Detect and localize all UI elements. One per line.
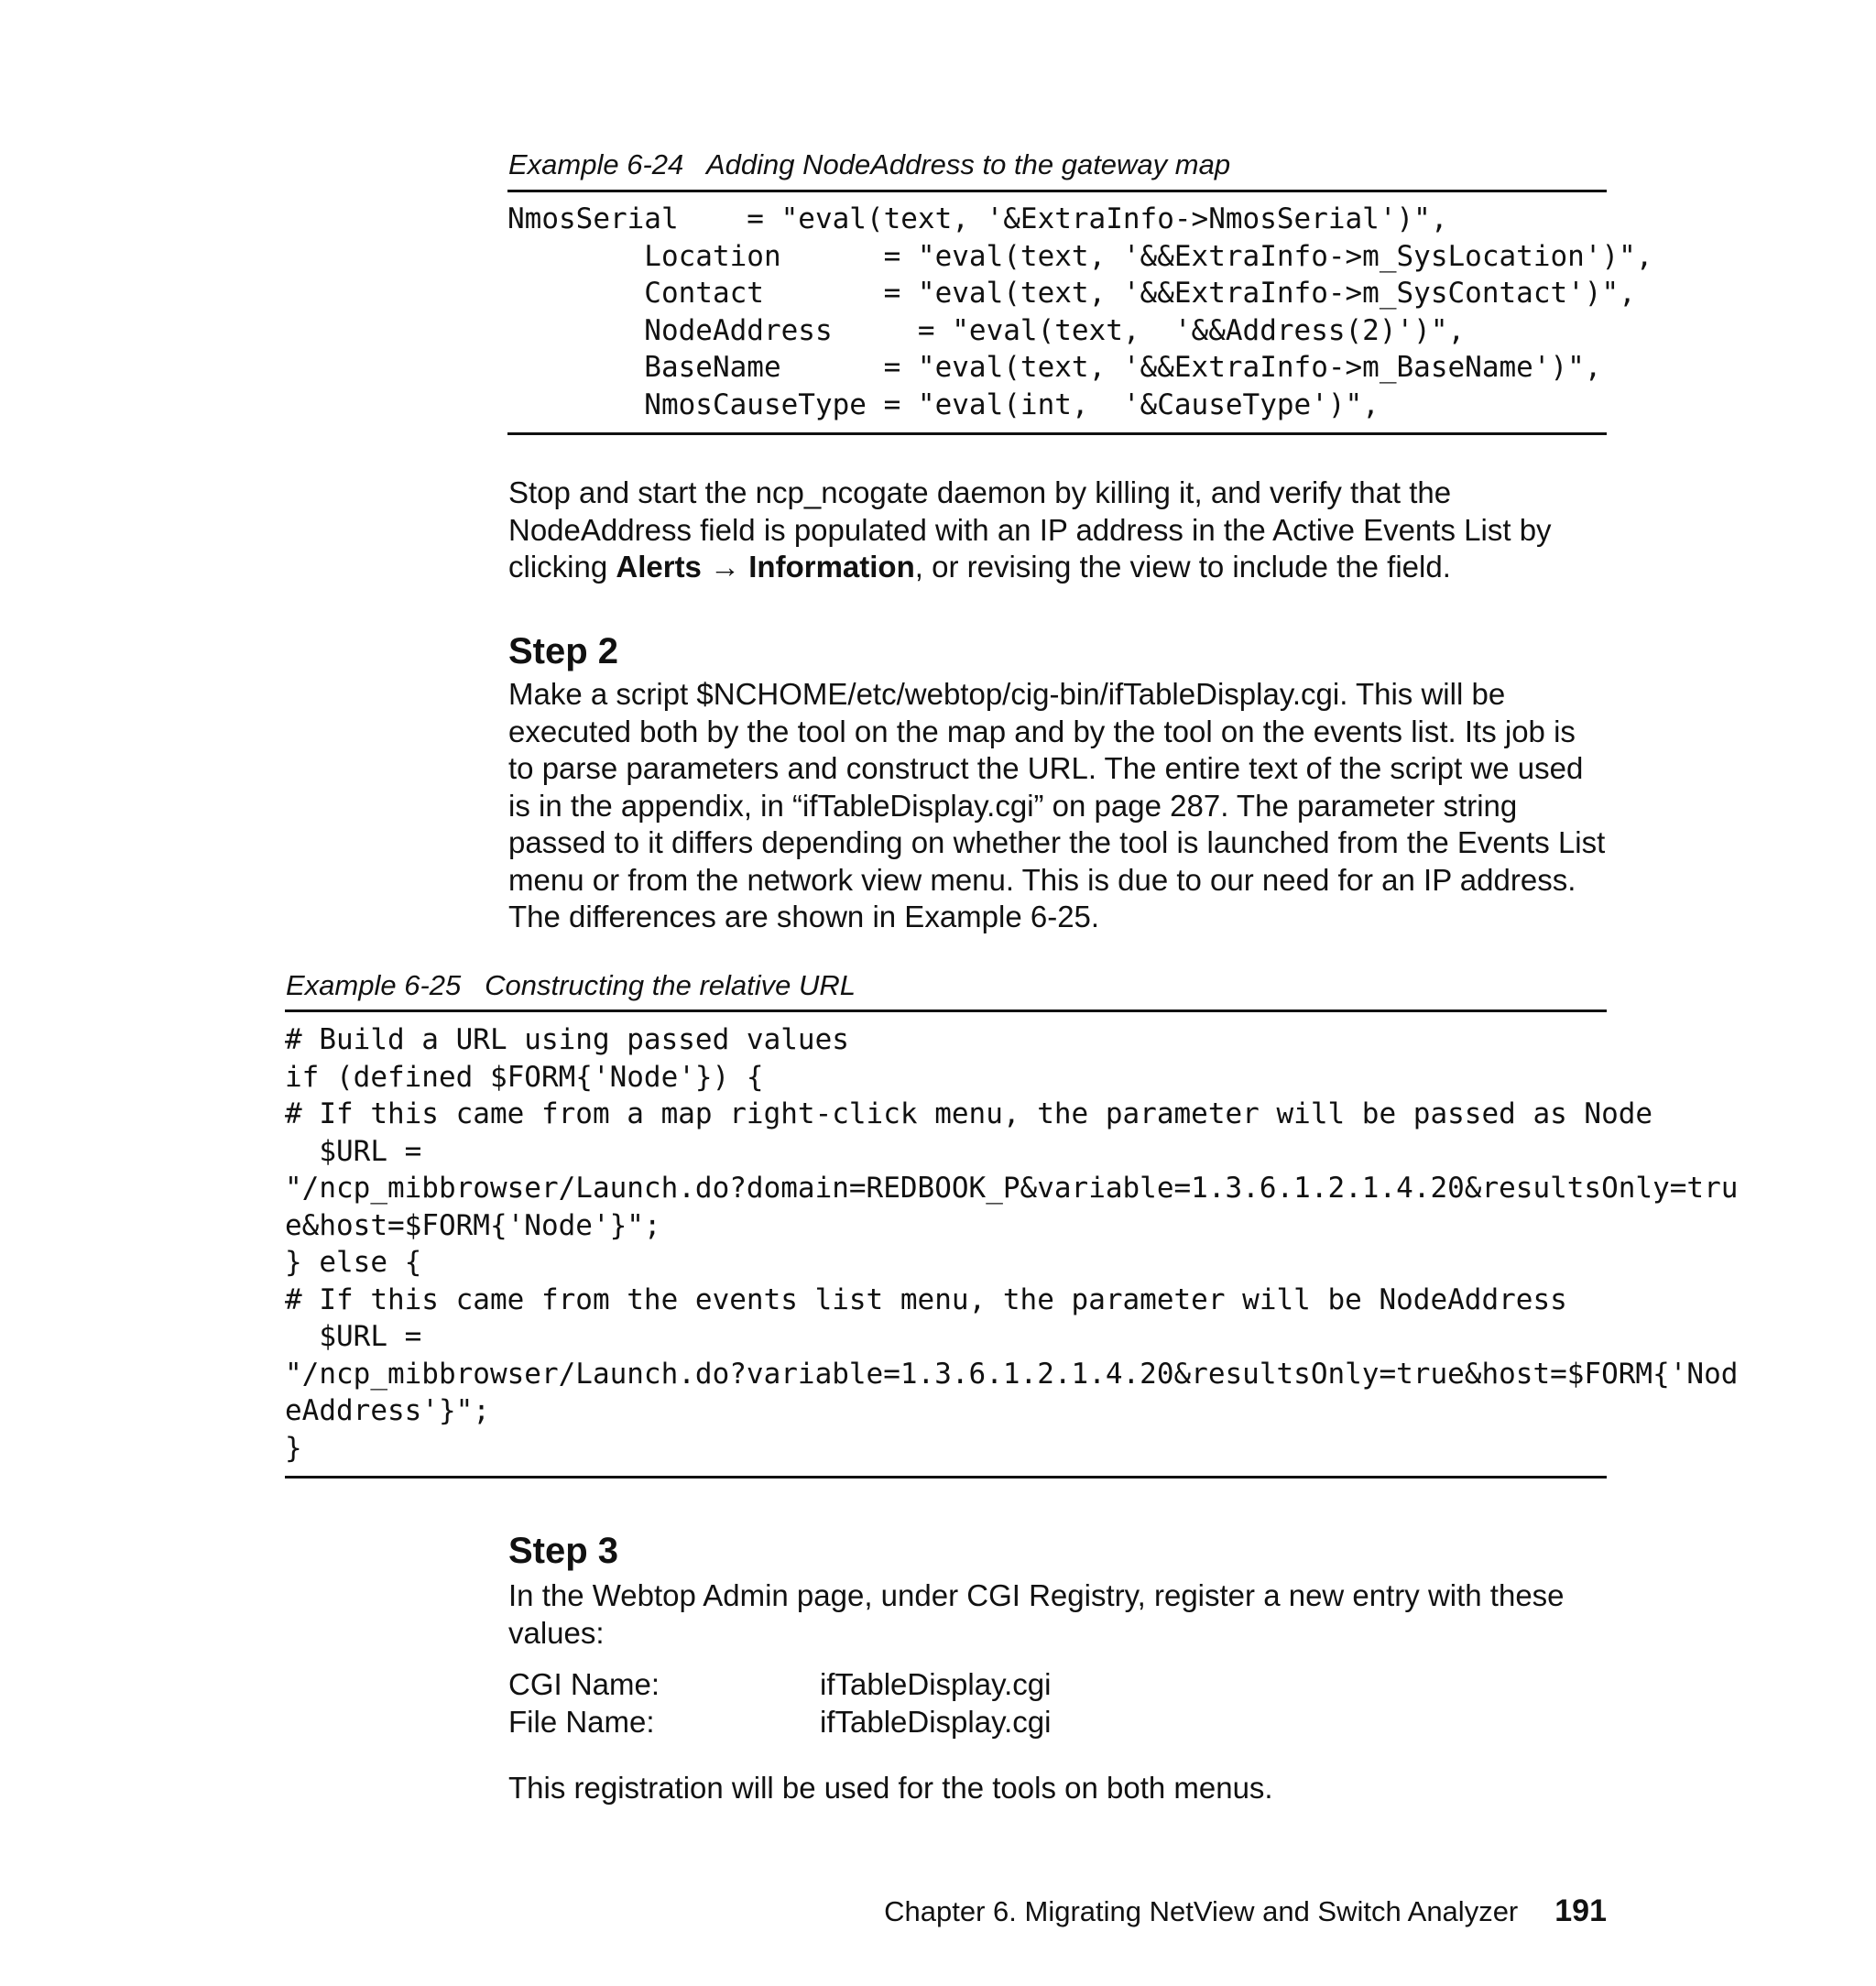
- cgi-name-value: ifTableDisplay.cgi: [820, 1667, 1052, 1701]
- example-6-25-code-block: [285, 1021, 1738, 1467]
- step-3-heading: Step 3: [508, 1531, 619, 1571]
- cgi-name-row: [508, 1666, 1052, 1704]
- code-line: NmosSerial = "eval(text, '&ExtraInfo->NmosSerial')",: [507, 202, 1448, 235]
- example-6-24-caption: Example 6-24 Adding NodeAddress to the gateway map: [508, 148, 1231, 180]
- step-3-text: In the Webtop Admin page, under CGI Registry, register a new entry with these values:: [508, 1578, 1565, 1650]
- example-6-24-top-rule: [507, 190, 1607, 192]
- paragraph-stop-start: [508, 475, 1608, 586]
- arrow-icon: →: [701, 550, 749, 584]
- code-line: }: [285, 1431, 302, 1465]
- example-6-24-code-block: [507, 201, 1652, 423]
- code-line: NodeAddress = "eval(text, '&&Address(2)')",: [507, 313, 1466, 347]
- file-name-label: File Name:: [508, 1704, 655, 1739]
- code-line: NmosCauseType = "eval(int, '&CauseType')",: [507, 387, 1380, 421]
- file-name-row: [508, 1704, 1052, 1741]
- cgi-registry-values: [508, 1666, 1052, 1740]
- code-line: $URL =: [285, 1134, 422, 1168]
- file-name-value: ifTableDisplay.cgi: [820, 1704, 1052, 1739]
- code-line: "/ncp_mibbrowser/Launch.do?variable=1.3.6.1.2.1.4.20&resultsOnly=true&host=$FORM{'Nod: [285, 1357, 1739, 1391]
- code-line: eAddress'}";: [285, 1394, 490, 1427]
- code-line: # Build a URL using passed values: [285, 1023, 849, 1056]
- paragraph-text: Stop and start the ncp_ncogate daemon by killing it, and verify that the NodeAddress field is populated with an IP address in the Active Events List by clicking: [508, 475, 1552, 584]
- code-line: $URL =: [285, 1320, 422, 1353]
- example-6-24-bottom-rule: [507, 432, 1607, 435]
- step-3-paragraph: [508, 1577, 1608, 1652]
- code-line: # If this came from the events list menu, the parameter will be NodeAddress: [285, 1282, 1567, 1316]
- example-6-25-bottom-rule: [285, 1476, 1607, 1479]
- code-line: } else {: [285, 1246, 422, 1279]
- step-2-heading: Step 2: [508, 631, 619, 671]
- code-line: e&host=$FORM{'Node'}";: [285, 1208, 661, 1242]
- code-line: # If this came from a map right-click menu, the parameter will be passed as Node: [285, 1097, 1653, 1130]
- code-line: Location = "eval(text, '&&ExtraInfo->m_SysLocation')",: [507, 239, 1653, 273]
- step-2-paragraph: [508, 676, 1608, 936]
- menu-information: Information: [748, 550, 915, 584]
- example-6-25-caption: Example 6-25 Constructing the relative URL: [286, 969, 856, 1001]
- example-6-25-top-rule: [285, 1009, 1607, 1012]
- code-line: "/ncp_mibbrowser/Launch.do?domain=REDBOOK_P&variable=1.3.6.1.2.1.4.20&resultsOnly=tru: [285, 1172, 1739, 1205]
- code-line: Contact = "eval(text, '&&ExtraInfo->m_SysContact')",: [507, 277, 1636, 310]
- closing-paragraph: [508, 1770, 1608, 1807]
- code-line: BaseName = "eval(text, '&&ExtraInfo->m_BaseName')",: [507, 351, 1602, 384]
- menu-alerts: Alerts: [616, 550, 702, 584]
- page-number: 191: [1554, 1893, 1607, 1928]
- code-line: if (defined $FORM{'Node'}) {: [285, 1060, 764, 1094]
- chapter-title: Chapter 6. Migrating NetView and Switch Analyzer: [884, 1895, 1519, 1927]
- paragraph-text: , or revising the view to include the field.: [914, 550, 1451, 584]
- closing-text: This registration will be used for the tools on both menus.: [508, 1771, 1273, 1805]
- cgi-name-label: CGI Name:: [508, 1667, 660, 1701]
- step-2-text: Make a script $NCHOME/etc/webtop/cig-bin/ifTableDisplay.cgi. This will be executed both by the tool on the map and by the tool on the events list. Its job is to parse parameters and construct the URL. The entire text of the script we used is in the appendix, in “ifTableDisplay.cgi” on page 287. The parameter string passed to it differs depending on whether the tool is launched from the Events List menu or from the network view menu. This is due to our need for an IP address. The differences are shown in Example 6-25.: [508, 677, 1606, 933]
- page-footer: [884, 1893, 1607, 1930]
